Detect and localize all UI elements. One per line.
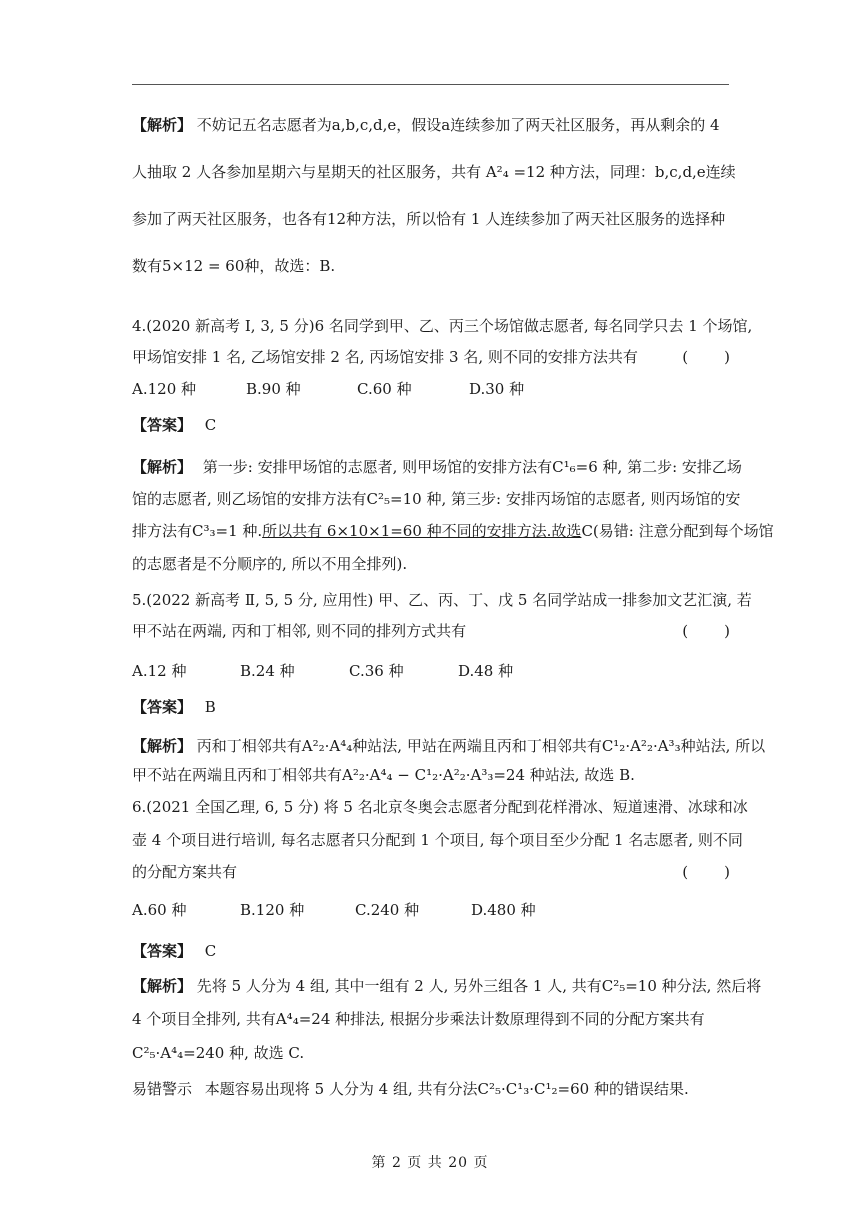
- q4-option-d: D.30 种: [469, 380, 525, 398]
- answer-tag: 【答案】: [132, 416, 193, 434]
- q6-explanation-line-3: C²₅·A⁴₄=240 种, 故选 C.: [132, 1044, 305, 1062]
- q5-option-d: D.48 种: [458, 662, 514, 680]
- q4-option-c: C.60 种: [357, 380, 412, 398]
- q6-answer: [132, 939, 732, 963]
- q5-stem-line-1: 5.(2022 新高考 Ⅱ, 5, 5 分, 应用性) 甲、乙、丙、丁、戊 5 名同学站成一排参加文艺汇演, 若: [132, 591, 752, 609]
- q6-option-c: C.240 种: [355, 901, 420, 919]
- answer-blank: ( ): [682, 622, 732, 640]
- q4-options: [132, 377, 732, 401]
- q4-explanation-line-4: 的志愿者是不分顺序的, 所以不用全排列).: [132, 555, 408, 573]
- answer-tag: 【答案】: [132, 698, 193, 716]
- q4-stem-line-1: 4.(2020 新高考 Ⅰ, 3, 5 分)6 名同学到甲、乙、丙三个场馆做志愿者, 每名同学只去 1 个场馆,: [132, 317, 753, 335]
- q4-stem-line-2: 甲场馆安排 1 名, 乙场馆安排 2 名, 丙场馆安排 3 名, 则不同的安排方法共有 ( ): [132, 345, 732, 369]
- q5-stem-line-2: 甲不站在两端, 丙和丁相邻, 则不同的排列方式共有 ( ): [132, 619, 732, 643]
- q5-options: [132, 659, 732, 683]
- warning-tag: 易错警示: [132, 1080, 193, 1098]
- q5-option-c: C.36 种: [349, 662, 404, 680]
- page-footer: 第 2 页 共 20 页: [371, 1155, 489, 1171]
- answer-tag: 【答案】: [132, 942, 193, 960]
- q6-answer-value: C: [204, 942, 217, 960]
- q6-options: [132, 898, 732, 922]
- q5-option-a: A.12 种: [132, 662, 187, 680]
- q6-stem-line-3: 的分配方案共有 ( ): [132, 860, 732, 884]
- q6-option-a: A.60 种: [132, 901, 187, 919]
- q4-explanation-line-2: 馆的志愿者, 则乙场馆的安排方法有C²₅=10 种, 第三步: 安排丙场馆的志愿者, 则丙场馆的安: [132, 490, 741, 508]
- q4-option-b: B.90 种: [246, 380, 301, 398]
- q6-stem-line-1: 6.(2021 全国乙理, 6, 5 分) 将 5 名北京冬奥会志愿者分配到花样滑冰、短道速滑、冰球和冰: [132, 798, 748, 816]
- q4-answer: [132, 413, 732, 437]
- q6-explanation-line-2: 4 个项目全排列, 共有A⁴₄=24 种排法, 根据分步乘法计数原理得到不同的分配方案共有: [132, 1010, 705, 1028]
- q4-answer-value: C: [204, 416, 217, 434]
- q4-explanation-line-3: 排方法有C³₃=1 种.所以共有 6×10×1=60 种不同的安排方法.故选C(易错: 注意分配到每个场馆: [132, 522, 774, 540]
- q3-explanation-line-4: 数有5×12 = 60种，故选：B.: [132, 257, 336, 275]
- q3-explanation-line-3: 参加了两天社区服务，也各有12种方法，所以恰有 1 人连续参加了两天社区服务的选择种: [132, 210, 726, 228]
- q6-warning: 易错警示 本题容易出现将 5 人分为 4 组, 共有分法C²₅·C¹₃·C¹₂=60 种的错误结果.: [132, 1080, 689, 1098]
- explanation-tag: 【解析】: [132, 977, 193, 995]
- q5-explanation-line-1: 【解析】 丙和丁相邻共有A²₂·A⁴₄种站法, 甲站在两端且丙和丁相邻共有C¹₂·A²₂·A³₃种站法, 所以: [132, 737, 766, 755]
- q4-explanation-line-1: 【解析】 第一步: 安排甲场馆的志愿者, 则甲场馆的安排方法有C¹₆=6 种, 第二步: 安排乙场: [132, 458, 742, 476]
- explanation-tag: 【解析】: [132, 116, 193, 134]
- explanation-tag: 【解析】: [132, 458, 193, 476]
- q5-answer-value: B: [204, 698, 216, 716]
- q6-stem-line-2: 壶 4 个项目进行培训, 每名志愿者只分配到 1 个项目, 每个项目至少分配 1 名志愿者, 则不同: [132, 831, 743, 849]
- q6-explanation-line-1: 【解析】 先将 5 人分为 4 组, 其中一组有 2 人, 另外三组各 1 人, 共有C²₅=10 种分法, 然后将: [132, 977, 762, 995]
- answer-blank: ( ): [682, 348, 732, 366]
- answer-blank: ( ): [682, 863, 732, 881]
- q3-explanation-line-2: 人抽取 2 人各参加星期六与星期天的社区服务，共有 A²₄ =12 种方法，同理：b,c,d,e连续: [132, 163, 736, 181]
- q5-explanation-line-2: 甲不站在两端且丙和丁相邻共有A²₂·A⁴₄ − C¹₂·A²₂·A³₃=24 种站法, 故选 B.: [132, 766, 635, 784]
- q4-option-a: A.120 种: [132, 380, 196, 398]
- q5-answer: [132, 695, 732, 719]
- q6-option-d: D.480 种: [471, 901, 536, 919]
- q5-option-b: B.24 种: [240, 662, 295, 680]
- q6-option-b: B.120 种: [240, 901, 305, 919]
- header-rule: [132, 84, 729, 85]
- explanation-tag: 【解析】: [132, 737, 193, 755]
- q3-explanation-line-1: 【解析】 不妨记五名志愿者为a,b,c,d,e，假设a连续参加了两天社区服务，再从剩余的 4: [132, 116, 720, 134]
